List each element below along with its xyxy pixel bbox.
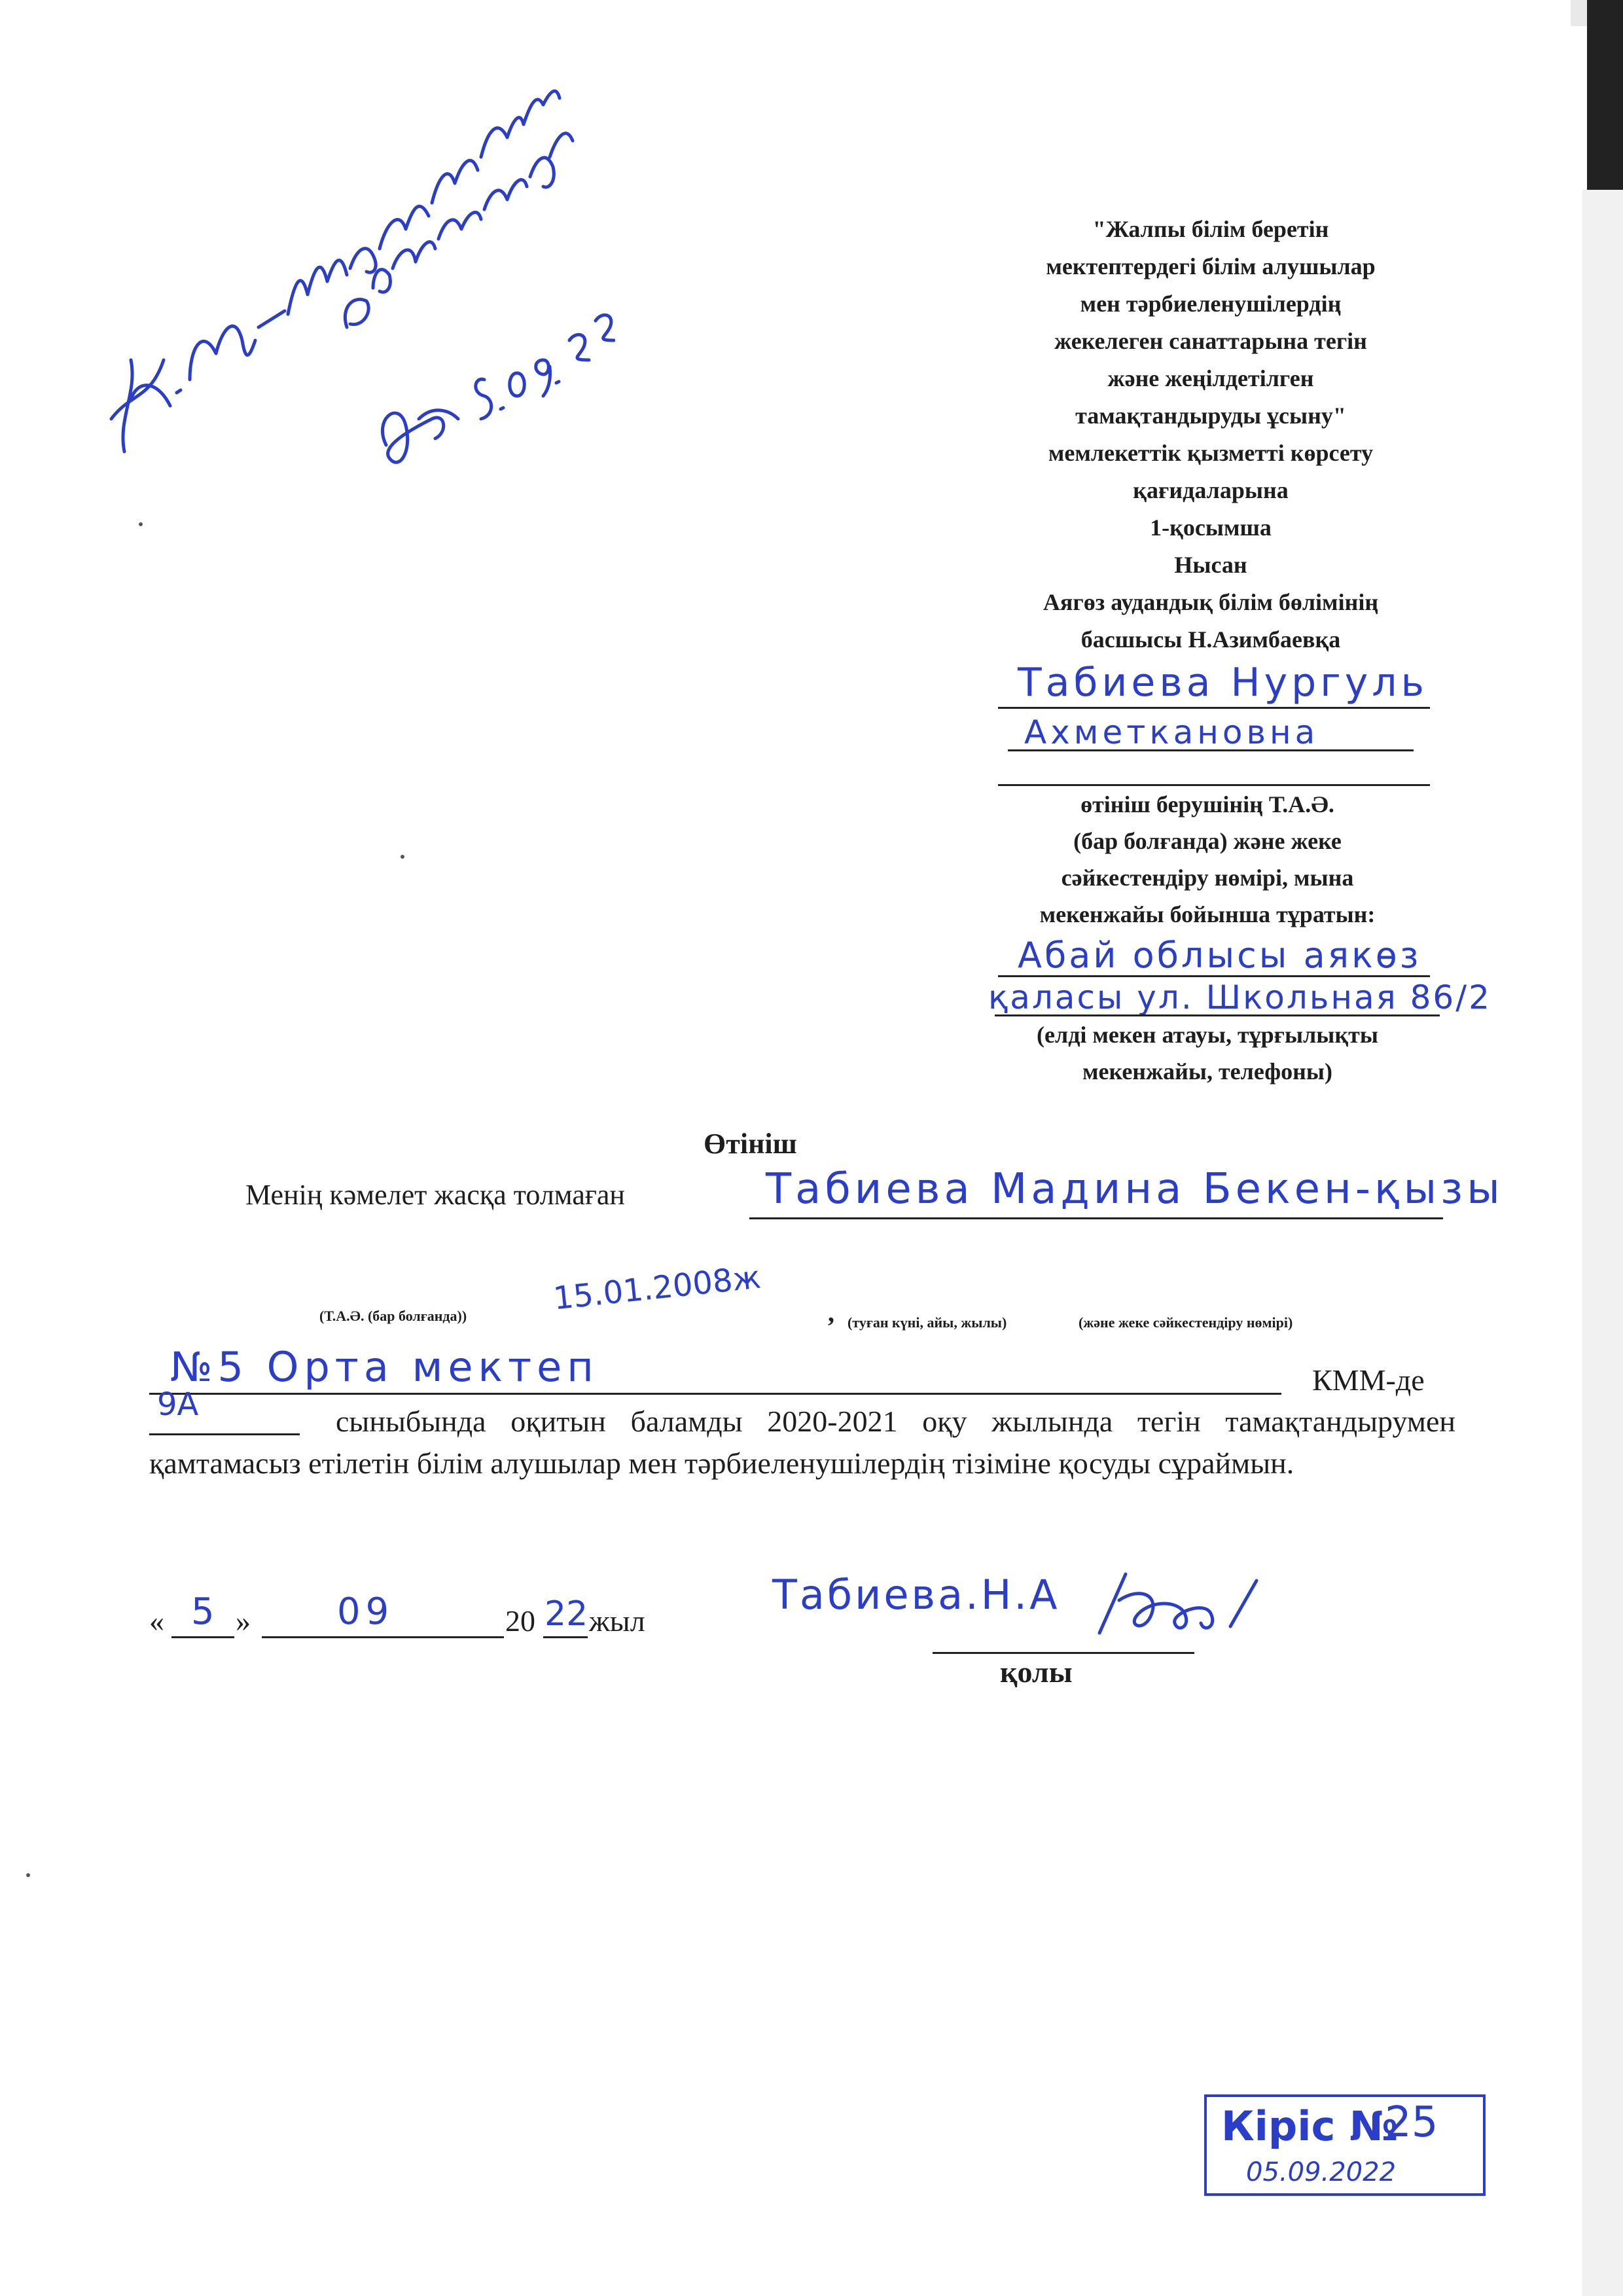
applicant-name-rule-3 — [998, 784, 1430, 786]
applicant-caption-line: мекенжайы бойынша тұратын: — [1039, 901, 1376, 927]
date-year-prefix: 20 — [505, 1604, 535, 1638]
header-line: Нысан — [1174, 552, 1247, 578]
header-line: қағидаларына — [1133, 477, 1289, 503]
applicant-name-rule-2 — [1008, 749, 1414, 751]
school-rule — [149, 1393, 1281, 1395]
school-name: №5 Орта мектеп — [170, 1343, 599, 1391]
child-name-caption: (Т.А.Ә. (бар болғанда)) — [319, 1308, 467, 1324]
child-name-rule — [749, 1217, 1443, 1219]
document-title: Өтініш — [704, 1128, 797, 1160]
date-year-suffix: 22 — [544, 1594, 588, 1634]
intro-text: Менің кәмелет жасқа толмаған — [245, 1179, 625, 1211]
address-caption-line: (елді мекен атауы, тұрғылықты — [1037, 1022, 1378, 1048]
scan-edge-dark — [1587, 0, 1623, 190]
address-rule-2 — [995, 1014, 1440, 1016]
regulation-header — [969, 211, 1453, 658]
date-day: 5 — [191, 1590, 215, 1633]
scan-edge-strip — [1582, 190, 1623, 2296]
address-line1: Абай облысы аякөз — [1018, 935, 1421, 976]
applicant-name-line2: Ахметкановна — [1024, 713, 1319, 751]
header-line: мектептердегі білім алушылар — [1046, 253, 1376, 279]
birth-date: 15.01.2008ж — [551, 1259, 763, 1318]
handwritten-resolution — [92, 52, 615, 497]
signature-caption: қолы — [1000, 1655, 1073, 1689]
stamp-number: 25 — [1385, 2098, 1438, 2147]
header-line: 1-қосымша — [1150, 514, 1272, 541]
header-line: мемлекеттік қызметті көрсету — [1048, 440, 1374, 466]
stamp-date: 05.09.2022 — [1246, 2157, 1397, 2187]
scan-speck — [139, 522, 143, 526]
header-line: тамақтандыруды ұсыну" — [1075, 403, 1346, 429]
date-quote-close: » — [236, 1604, 251, 1638]
header-line: жекелеген санаттарына тегін — [1054, 328, 1367, 354]
signature-scribble — [1080, 1561, 1276, 1646]
address-line2: қаласы ул. Школьная 86/2 — [988, 978, 1491, 1016]
incoming-stamp — [1204, 2094, 1486, 2196]
scan-speck — [26, 1873, 30, 1877]
header-line: және жеңілдетілген — [1107, 365, 1314, 391]
signature-rule — [933, 1652, 1194, 1654]
class-value: 9А — [157, 1386, 199, 1423]
header-line: мен тәрбиеленушілердің — [1080, 291, 1342, 317]
resolution-handwriting — [92, 52, 615, 497]
date-quote-open: « — [149, 1604, 164, 1638]
iin-caption: (және жеке сәйкестендіру нөмірі) — [1079, 1314, 1293, 1331]
header-line: "Жалпы білім беретін — [1092, 216, 1329, 242]
date-month-rule — [262, 1636, 504, 1638]
applicant-caption-line: (бар болғанда) және жеке — [1073, 828, 1342, 854]
request-paragraph: сыныбында оқитын баламды 2020-2021 оқу жылында тегін тамақтандырумен қамтамасыз етілетін білім алушылар мен тәрбиеленушілердің тізіміне қосуды сұраймын. — [149, 1405, 1455, 1480]
date-year-rule — [543, 1636, 588, 1638]
child-name: Табиева Мадина Бекен-қызы — [766, 1165, 1504, 1213]
applicant-caption-line: өтініш берушінің Т.А.Ә. — [1080, 791, 1334, 817]
stamp-label: Кіріс № — [1221, 2102, 1399, 2150]
comma-mark: , — [828, 1298, 834, 1327]
school-suffix: КММ-де — [1312, 1363, 1425, 1397]
header-line: басшысы Н.Азимбаевқа — [1080, 626, 1341, 653]
date-day-rule — [171, 1636, 234, 1638]
scan-speck — [401, 855, 404, 859]
date-year-word: жыл — [589, 1604, 645, 1638]
applicant-caption-line: сәйкестендіру нөмірі, мына — [1061, 865, 1354, 891]
applicant-name-rule-1 — [998, 707, 1430, 709]
address-caption-line: мекенжайы, телефоны) — [1082, 1058, 1333, 1085]
date-month: 09 — [337, 1590, 395, 1633]
applicant-name-line1: Табиева Нургуль — [1018, 660, 1428, 706]
address-rule-1 — [998, 975, 1430, 977]
signer-name: Табиева.Н.А — [772, 1571, 1060, 1619]
birth-date-caption: (туған күні, айы, жылы) — [847, 1314, 1007, 1331]
header-line: Аягөз аудандық білім бөлімінің — [1043, 589, 1379, 615]
